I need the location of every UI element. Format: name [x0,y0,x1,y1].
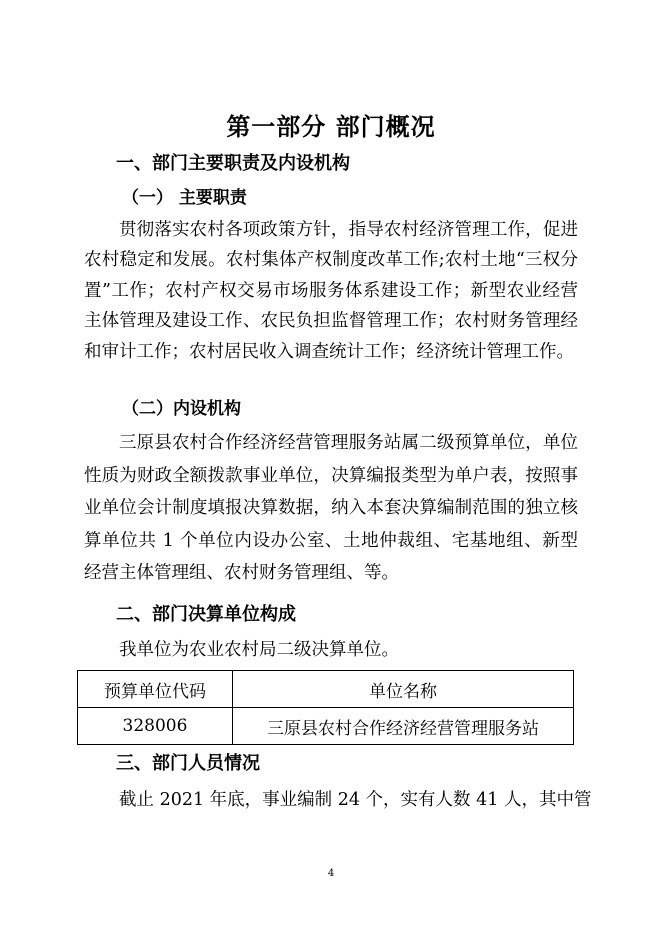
section-heading-unit-composition: 二、部门决算单位构成 [116,604,296,625]
subsection-heading-internal-structure: （二）内设机构 [122,399,241,419]
main-duties-paragraph: 贯彻落实农村各项政策方针，指导农村经济管理工作，促进农村稳定和发展。农村集体产权制度改革工作;农村土地“三权分置”工作；农村产权交易市场服务体系建设工作；新型农业经营主体管理及建设工作、农民负担监督管理工作；农村财务管理经和审计工作；农村居民收入调查统计工作；经济统计管理工作。 [84,220,578,362]
table-header-cell: 单位名称 [233,671,574,708]
table-header-cell: 预算单位代码 [78,671,233,708]
table-cell-unit-code: 328006 [78,708,233,745]
section-heading-personnel: 三、部门人员情况 [116,753,260,774]
budget-unit-table [77,670,574,745]
table-cell-unit-name: 三原县农村合作经济经营管理服务站 [233,708,574,745]
subsection-heading-main-duties: （一） 主要职责 [122,188,247,208]
table-row [78,708,574,745]
page-number: 4 [327,868,335,879]
page-title: 第一部分 部门概况 [226,113,436,141]
section-heading-duties-and-structure: 一、部门主要职责及内设机构 [116,153,350,174]
table-header-row [78,671,574,708]
personnel-paragraph: 截止 2021 年底，事业编制 24 个，实有人数 41 人，其中管 [119,790,592,810]
internal-structure-paragraph: 三原县农村合作经济经营管理服务站属二级预算单位，单位性质为财政全额拨款事业单位，决算编报类型为单户表，按照事业单位会计制度填报决算数据，纳入本套决算编制范围的独立核算单位共 1 个单位内设办公室、土地仲裁组、宅基地组、新型经营主体管理组、农村财务管理组、等。 [84,433,578,584]
unit-composition-text: 我单位为农业农村局二级决算单位。 [119,640,399,660]
